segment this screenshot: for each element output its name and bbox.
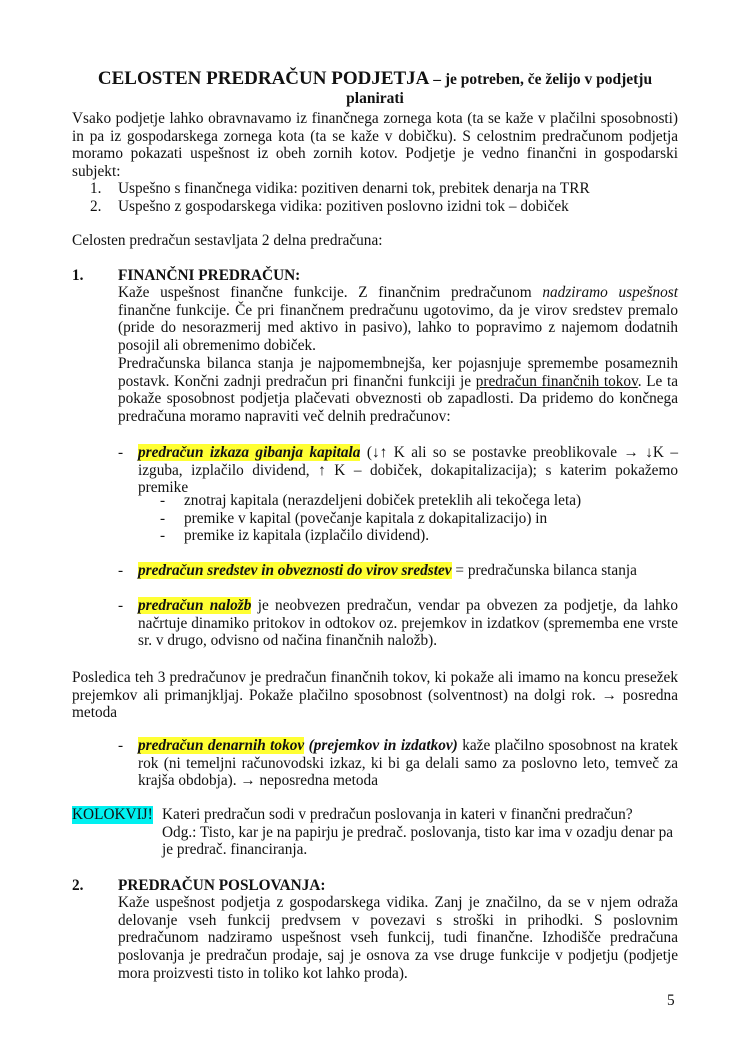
section1-heading: FINANČNI PREDRAČUN: — [118, 267, 301, 284]
kolokvij-text: Kateri predračun sodi v predračun poslovanja in kateri v finančni predračun? Odg.: Tisto, kar je na papirju je predrač. poslovanja, tisto kar ima v ozadju denar pa je predrač. financiranja. — [162, 806, 674, 859]
page-number: 5 — [667, 992, 675, 1009]
bullet-capital: predračun izkaza gibanja kapitala (↓↑ K ali so se postavke preoblikovale → ↓K – izguba, izplačilo dividend, ↑ K – dobiček, dokapitalizacija); s katerim pokažemo premike — [138, 444, 678, 497]
section2-num: 2. — [72, 877, 84, 894]
bullet-dash: - — [118, 597, 124, 614]
bullet-investments: predračun naložb je neobvezen predračun, vendar pa obvezen za podjetje, da lahko načrtuje dinamiko pritokov in odtokov oz. prejemkov in izdatkov (sprememba ene vrste sr. v drugo, odvisno od načina finančnih naložb). — [138, 597, 678, 650]
intro-list — [90, 180, 590, 215]
section1-num: 1. — [72, 267, 84, 284]
page-title: CELOSTEN PREDRAČUN PODJETJA – je potreben, če želijo v podjetju planirati — [97, 68, 653, 107]
sub-bullet: - znotraj kapitala (nerazdeljeni dobiček preteklih ali tekočega leta) — [160, 492, 582, 509]
bullet-cashflow: predračun denarnih tokov (prejemkov in izdatkov) kaže plačilno sposobnost na kratek rok (ni temeljni računovodski izkaz, ki bi ga delali samo za poslovno leto, temveč za krajša obdobja). → neposredna metoda — [138, 737, 678, 790]
celosten-text: Celosten predračun sestavljata 2 delna predračuna: — [72, 232, 383, 249]
section2-heading: PREDRAČUN POSLOVANJA: — [118, 877, 326, 894]
bullet-dash: - — [118, 562, 124, 579]
kolokvij-badge: KOLOKVIJ! — [72, 806, 153, 823]
intro-paragraph: Vsako podjetje lahko obravnavamo iz finančnega zornega kota (ta se kaže v plačilni sposobnosti) in pa iz gospodarskega zornega kota (ta se kaže v dobičku). S celostnim predračunom podjetja moramo pokazati uspešnost iz obeh zornih kotov. Podjetje je vedno finančni in gospodarski subjekt: — [72, 110, 678, 181]
section1-paragraph2: Predračunska bilanca stanja je najpomembnejša, ker pojasnjuje spremembe posameznih postavk. Končni zadnji predračun pri finančni funkciji je predračun finančnih tokov. Le ta pokaže sposobnost podjetja plačevati obveznosti ob zapadlosti. Da pridemo do končnega predračuna moramo napraviti več delnih predračunov: — [118, 355, 678, 426]
sub-bullet: - premike v kapital (povečanje kapitala z dokapitalizacijo) in — [160, 509, 548, 527]
section1-paragraph1: Kaže uspešnost finančne funkcije. Z finančnim predračunom nadziramo uspešnost finančne funkcije. Če pri finančnem predračunu ugotovimo, da je virov sredstev premalo (pride do nesorazmerij med aktivo in pasivo), lahko to popravimo z najemom dodatnih posojil ali obremenimo dobiček. — [118, 284, 678, 355]
bullet-dash: - — [118, 444, 124, 461]
sub-bullet: - premike iz kapitala (izplačilo dividend). — [160, 527, 430, 545]
list-item: 1. Uspešno s finančnega vidika: pozitiven denarni tok, prebitek denarja na TRR — [90, 180, 590, 197]
sub-bullets — [160, 492, 581, 545]
bullet-dash: - — [118, 737, 124, 754]
bullet-assets: predračun sredstev in obveznosti do virov sredstev = predračunska bilanca stanja — [138, 562, 637, 579]
section2-paragraph: Kaže uspešnost podjetja z gospodarskega vidika. Zanj je značilno, da se v njem odraža delovanje vseh funkcij predvsem v povezavi s stroški in prihodki. S poslovnim predračunom nadziramo uspešnost vseh funkcij, tudi finančne. Izhodišče predračuna poslovanja je predračun prodaje, saj je osnova za vse druge funkcije v podjetju (podjetje mora proizvesti tisto in toliko kot lahko proda). — [118, 894, 678, 982]
posledica-paragraph: Posledica teh 3 predračunov je predračun finančnih tokov, ki pokaže ali imamo na koncu presežek prejemkov ali primanjkljaj. Pokaže plačilno sposobnost (solventnost) na dolgi rok. → posredna metoda — [72, 669, 678, 722]
list-item: 2. Uspešno z gospodarskega vidika: pozitiven poslovno izidni tok – dobiček — [90, 197, 569, 215]
